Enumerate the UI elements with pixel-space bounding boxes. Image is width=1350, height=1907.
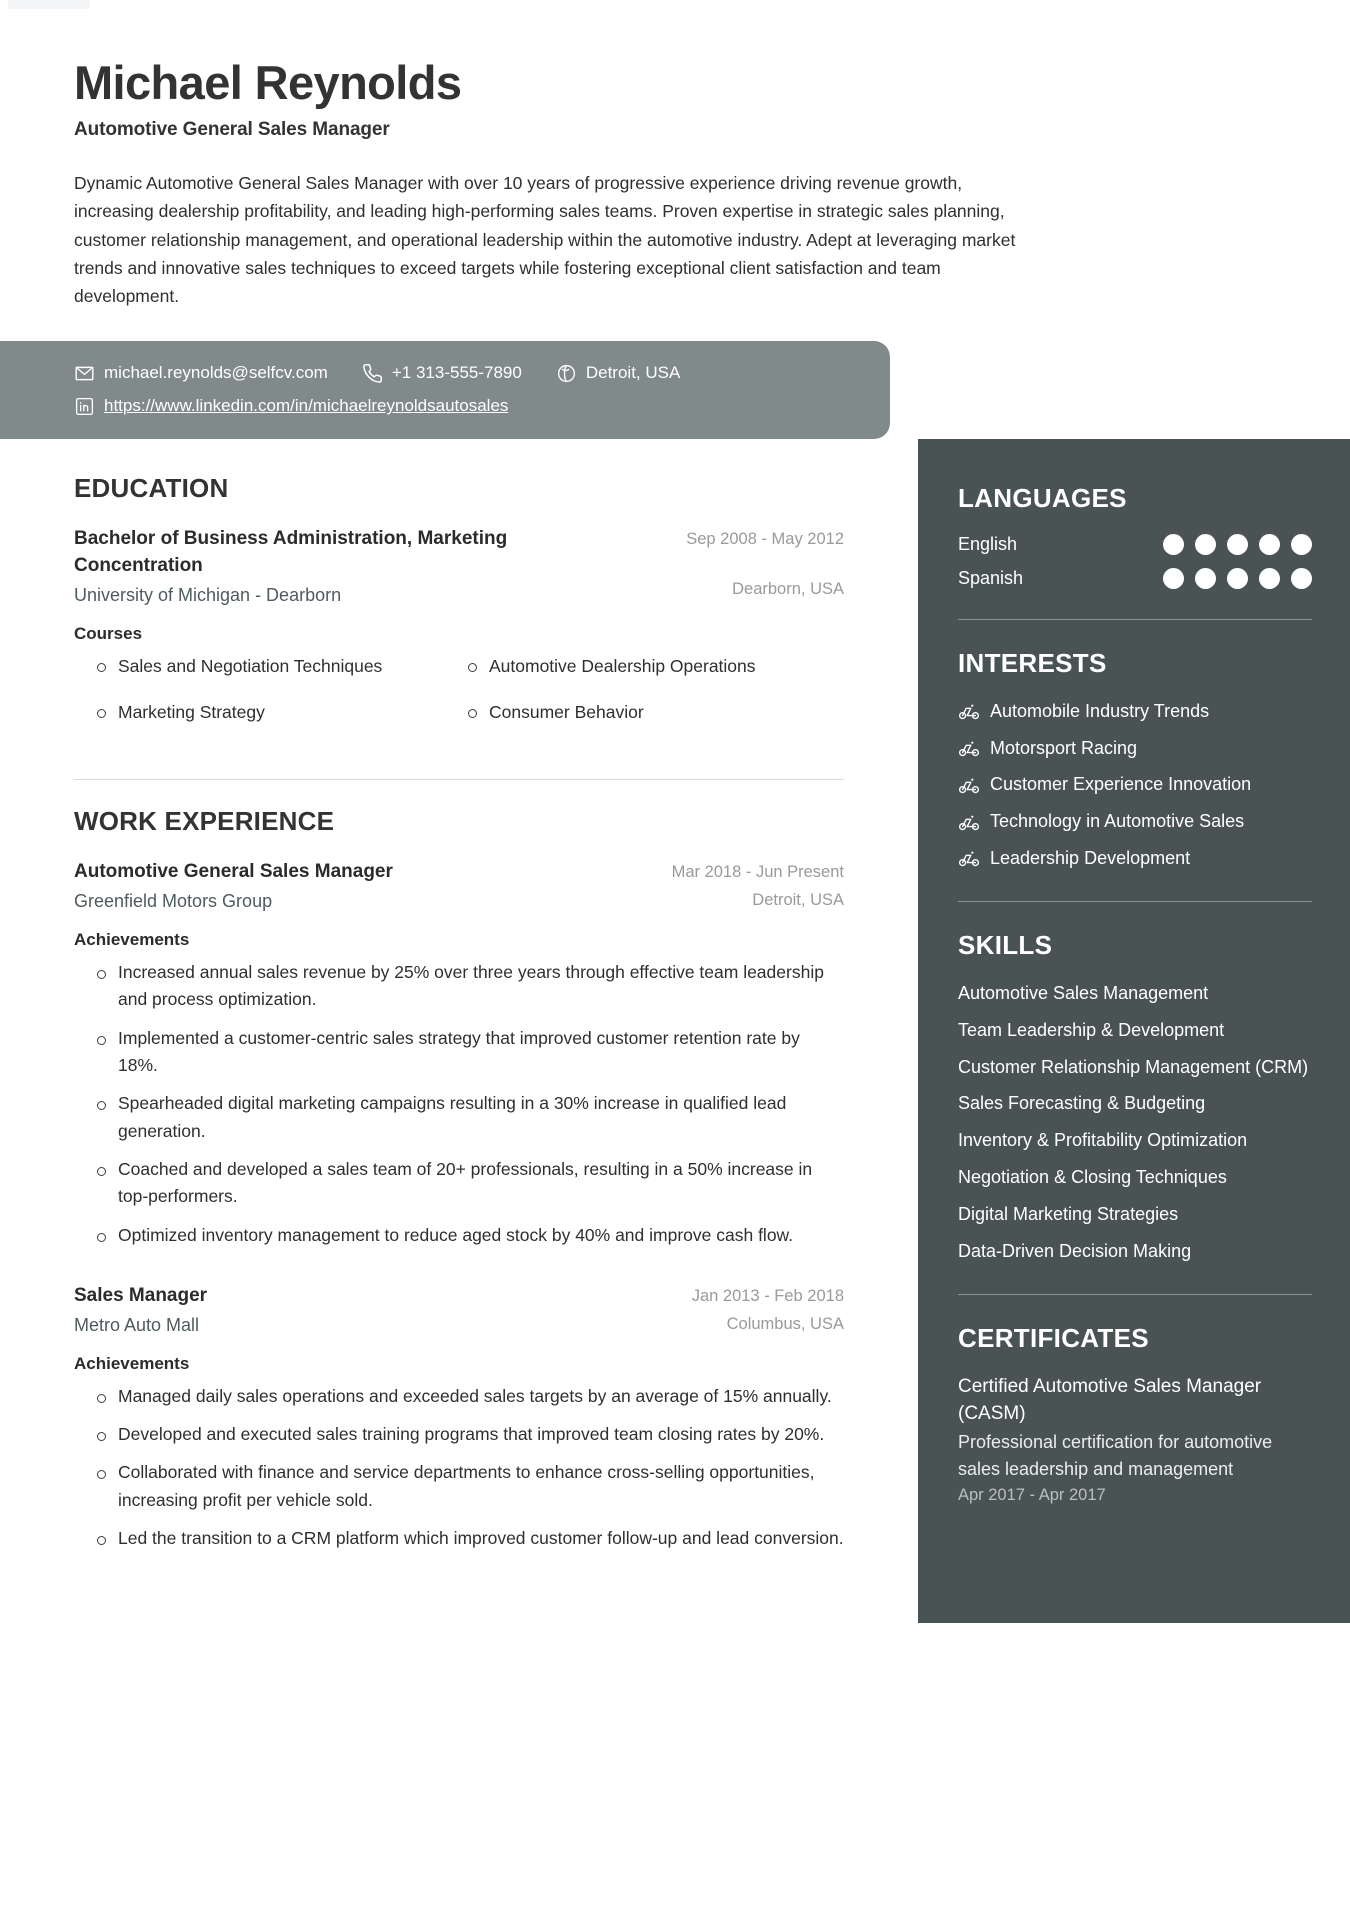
bicycle-icon — [958, 774, 980, 796]
bicycle-icon — [958, 737, 980, 759]
work-entry — [74, 1283, 844, 1552]
level-dot — [1291, 568, 1312, 589]
certificates-heading: CERTIFICATES — [958, 1322, 1149, 1353]
sidebar-divider — [958, 901, 1312, 902]
contact-row-primary — [74, 363, 890, 384]
level-dot — [1291, 534, 1312, 555]
section-languages — [958, 483, 1312, 589]
skills-heading: SKILLS — [958, 929, 1053, 960]
level-dot — [1195, 568, 1216, 589]
language-name: Spanish — [958, 567, 1024, 588]
skill-item: Sales Forecasting & Budgeting — [958, 1093, 1206, 1114]
interest-item — [958, 736, 1312, 761]
professional-summary: Dynamic Automotive General Sales Manager with over 10 years of progressive experience driving revenue growth, increasing dealership profitability, and leading high-performing sales teams. Proven expertise in strategic sales planning, customer relationship management, and operational leadership within the automotive industry. Adept at leveraging market trends and innovative sales techniques to exceed targets while fostering exceptional client satisfaction and team development. — [74, 173, 1016, 307]
interest-label: Leadership Development — [990, 848, 1191, 869]
language-level-dots — [1163, 568, 1312, 589]
achievement-item: Spearheaded digital marketing campaigns resulting in a 30% increase in qualified lead generation. — [118, 1090, 844, 1145]
section-skills — [958, 930, 1312, 1264]
level-dot — [1227, 568, 1248, 589]
main-column — [0, 439, 918, 1624]
certificate-entry — [958, 1374, 1312, 1505]
achievements-label: Achievements — [74, 930, 190, 950]
contact-bar — [0, 341, 890, 439]
section-work-experience — [74, 806, 844, 1552]
contact-email-text: michael.reynolds@selfcv.com — [104, 363, 328, 383]
achievement-item: Led the transition to a CRM platform which improved customer follow-up and lead conversion. — [118, 1525, 844, 1552]
achievement-item: Implemented a customer-centric sales strategy that improved customer retention rate by 18%. — [118, 1025, 844, 1080]
work-date: Jan 2013 - Feb 2018 — [691, 1286, 844, 1305]
achievement-item: Collaborated with finance and service departments to enhance cross-selling opportunities, increasing profit per vehicle sold. — [118, 1459, 844, 1514]
work-entry — [74, 859, 844, 1249]
achievement-item: Developed and executed sales training programs that improved team closing rates by 20%. — [118, 1421, 844, 1448]
certificate-date: Apr 2017 - Apr 2017 — [958, 1485, 1106, 1504]
level-dot — [1259, 534, 1280, 555]
level-dot — [1163, 534, 1184, 555]
work-location: Columbus, USA — [726, 1314, 844, 1333]
achievement-item: Increased annual sales revenue by 25% over three years through effective team leadership and process optimization. — [118, 959, 844, 1014]
section-interests — [958, 648, 1312, 871]
contact-phone-text: +1 313-555-7890 — [391, 363, 522, 383]
work-role: Sales Manager — [74, 1284, 208, 1306]
education-degree: Bachelor of Business Administration, Marketing Concentration — [74, 527, 508, 576]
education-entry — [74, 526, 844, 745]
language-name: English — [958, 533, 1018, 554]
interest-label: Technology in Automotive Sales — [990, 811, 1245, 832]
phone-icon — [362, 363, 383, 384]
achievement-item: Optimized inventory management to reduce aged stock by 40% and improve cash flow. — [118, 1222, 844, 1249]
sidebar-divider — [958, 619, 1312, 620]
resume-header — [0, 0, 1350, 311]
achievement-item: Managed daily sales operations and exceeded sales targets by an average of 15% annually. — [118, 1383, 844, 1410]
skill-item: Team Leadership & Development — [958, 1019, 1225, 1040]
level-dot — [1195, 534, 1216, 555]
course-item: Marketing Strategy — [118, 699, 473, 725]
work-heading: WORK EXPERIENCE — [74, 806, 335, 837]
contact-email[interactable] — [74, 363, 328, 384]
skill-item: Automotive Sales Management — [958, 982, 1209, 1003]
contact-linkedin-text: https://www.linkedin.com/in/michaelreynoldsautosales — [104, 396, 509, 416]
certificate-description: Professional certification for automotive sales leadership and management — [958, 1432, 1273, 1479]
work-location: Detroit, USA — [752, 891, 844, 910]
linkedin-icon — [74, 396, 95, 417]
interest-label: Motorsport Racing — [990, 737, 1138, 758]
skill-item: Negotiation & Closing Techniques — [958, 1167, 1227, 1188]
languages-heading: LANGUAGES — [958, 482, 1127, 513]
interest-item — [958, 699, 1312, 724]
courses-label: Courses — [74, 623, 143, 643]
achievement-item: Coached and developed a sales team of 20+ professionals, resulting in a 50% increase in top-performers. — [118, 1156, 844, 1211]
skill-item: Customer Relationship Management (CRM) — [958, 1056, 1309, 1077]
courses-list — [74, 653, 844, 746]
course-item: Automotive Dealership Operations — [489, 653, 844, 679]
level-dot — [1163, 568, 1184, 589]
education-date: Sep 2008 - May 2012 — [686, 529, 844, 548]
work-company: Greenfield Motors Group — [74, 891, 273, 912]
section-certificates — [958, 1323, 1312, 1505]
course-item: Sales and Negotiation Techniques — [118, 653, 473, 679]
education-school: University of Michigan - Dearborn — [74, 584, 342, 605]
section-divider — [74, 779, 844, 780]
sidebar — [918, 439, 1350, 1624]
contact-linkedin[interactable] — [74, 396, 508, 417]
education-heading: EDUCATION — [74, 472, 229, 503]
interest-item — [958, 809, 1312, 834]
contact-row-secondary — [74, 396, 890, 417]
language-row — [958, 534, 1312, 555]
work-role: Automotive General Sales Manager — [74, 861, 393, 883]
bicycle-icon — [958, 847, 980, 869]
work-date: Mar 2018 - Jun Present — [671, 863, 844, 882]
achievements-list — [74, 1383, 844, 1552]
bicycle-icon — [958, 811, 980, 833]
interests-heading: INTERESTS — [958, 647, 1107, 678]
education-location: Dearborn, USA — [732, 579, 844, 598]
level-dot — [1259, 568, 1280, 589]
interest-label: Customer Experience Innovation — [990, 774, 1252, 795]
contact-location — [556, 363, 680, 384]
contact-phone[interactable] — [362, 363, 522, 384]
candidate-job-title: Automotive General Sales Manager — [74, 119, 390, 141]
skill-item: Inventory & Profitability Optimization — [958, 1130, 1248, 1151]
language-level-dots — [1163, 534, 1312, 555]
globe-pin-icon — [556, 363, 577, 384]
skill-item: Digital Marketing Strategies — [958, 1203, 1179, 1224]
skill-item: Data-Driven Decision Making — [958, 1240, 1192, 1261]
achievements-label: Achievements — [74, 1353, 190, 1373]
interest-item — [958, 846, 1312, 871]
candidate-name: Michael Reynolds — [74, 56, 462, 109]
certificate-name: Certified Automotive Sales Manager (CASM) — [958, 1375, 1262, 1424]
bicycle-icon — [958, 700, 980, 722]
section-education — [74, 473, 844, 745]
work-company: Metro Auto Mall — [74, 1314, 200, 1335]
contact-location-text: Detroit, USA — [585, 363, 681, 383]
interest-item — [958, 772, 1312, 797]
envelope-icon — [74, 363, 95, 384]
language-row — [958, 568, 1312, 589]
interest-label: Automobile Industry Trends — [990, 700, 1210, 721]
page-corner-artifact — [8, 0, 90, 9]
sidebar-divider — [958, 1294, 1312, 1295]
course-item: Consumer Behavior — [489, 699, 844, 725]
achievements-list — [74, 959, 844, 1249]
resume-body — [0, 439, 1350, 1624]
level-dot — [1227, 534, 1248, 555]
